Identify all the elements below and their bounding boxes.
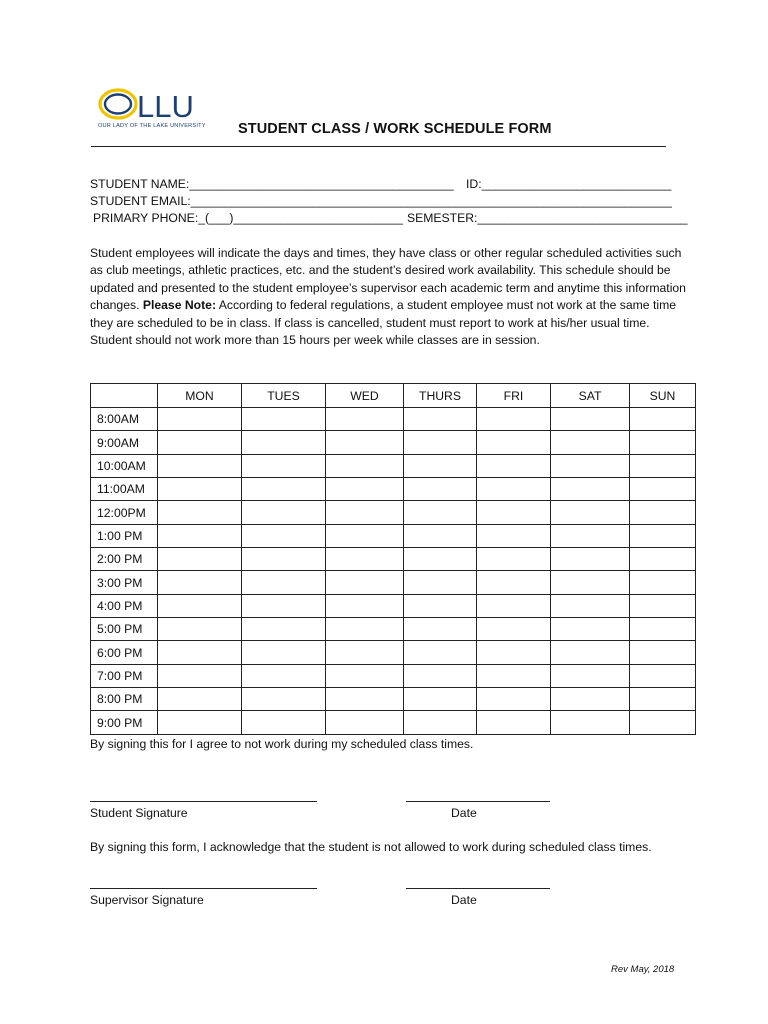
schedule-cell[interactable] xyxy=(477,454,551,477)
schedule-cell[interactable] xyxy=(404,478,477,501)
schedule-cell[interactable] xyxy=(551,618,630,641)
schedule-cell[interactable] xyxy=(630,408,696,431)
schedule-cell[interactable] xyxy=(158,641,242,664)
schedule-cell[interactable] xyxy=(242,408,326,431)
schedule-cell[interactable] xyxy=(477,548,551,571)
schedule-cell[interactable] xyxy=(326,478,404,501)
schedule-cell[interactable] xyxy=(477,524,551,547)
schedule-cell[interactable] xyxy=(551,571,630,594)
student-email-field[interactable]: STUDENT EMAIL:_______________________________________________________________________ xyxy=(90,194,672,208)
schedule-cell[interactable] xyxy=(630,571,696,594)
day-header: SUN xyxy=(630,384,696,408)
day-header: SAT xyxy=(551,384,630,408)
schedule-cell[interactable] xyxy=(630,664,696,687)
schedule-cell[interactable] xyxy=(326,594,404,617)
schedule-row xyxy=(91,571,696,594)
schedule-cell[interactable] xyxy=(158,688,242,711)
schedule-cell[interactable] xyxy=(404,664,477,687)
schedule-cell[interactable] xyxy=(404,454,477,477)
schedule-cell[interactable] xyxy=(326,618,404,641)
schedule-cell[interactable] xyxy=(242,454,326,477)
schedule-cell[interactable] xyxy=(551,408,630,431)
schedule-cell[interactable] xyxy=(404,594,477,617)
schedule-cell[interactable] xyxy=(326,431,404,454)
schedule-cell[interactable] xyxy=(551,664,630,687)
schedule-cell[interactable] xyxy=(551,594,630,617)
time-slot-label: 6:00 PM xyxy=(91,641,158,664)
time-slot-label: 11:00AM xyxy=(91,478,158,501)
corner-cell xyxy=(91,384,158,408)
schedule-cell[interactable] xyxy=(158,711,242,735)
logo-tagline: OUR LADY OF THE LAKE UNIVERSITY xyxy=(98,123,206,129)
time-slot-label: 9:00AM xyxy=(91,431,158,454)
schedule-cell[interactable] xyxy=(477,571,551,594)
schedule-cell[interactable] xyxy=(477,594,551,617)
schedule-row xyxy=(91,408,696,431)
schedule-cell[interactable] xyxy=(551,711,630,735)
schedule-cell[interactable] xyxy=(242,594,326,617)
schedule-cell[interactable] xyxy=(630,594,696,617)
schedule-cell[interactable] xyxy=(158,571,242,594)
schedule-cell[interactable] xyxy=(404,571,477,594)
day-header: WED xyxy=(326,384,404,408)
student-agreement-text: By signing this for I agree to not work during my scheduled class times. xyxy=(90,737,474,751)
schedule-cell[interactable] xyxy=(158,501,242,524)
schedule-cell[interactable] xyxy=(477,408,551,431)
schedule-cell[interactable] xyxy=(158,478,242,501)
day-header: MON xyxy=(158,384,242,408)
logo-text: LLU xyxy=(137,89,194,124)
schedule-cell[interactable] xyxy=(158,454,242,477)
schedule-cell[interactable] xyxy=(404,431,477,454)
schedule-cell[interactable] xyxy=(326,454,404,477)
time-slot-label: 12:00PM xyxy=(91,501,158,524)
time-slot-label: 8:00 PM xyxy=(91,688,158,711)
schedule-row xyxy=(91,664,696,687)
schedule-cell[interactable] xyxy=(630,548,696,571)
schedule-cell[interactable] xyxy=(404,711,477,735)
schedule-row xyxy=(91,524,696,547)
schedule-cell[interactable] xyxy=(630,431,696,454)
semester-field[interactable]: SEMESTER:_______________________________ xyxy=(407,211,688,225)
schedule-cell[interactable] xyxy=(630,711,696,735)
supervisor-acknowledgment-text: By signing this form, I acknowledge that the student is not allowed to work during scheduled class times. xyxy=(90,840,652,854)
schedule-cell[interactable] xyxy=(326,501,404,524)
schedule-cell[interactable] xyxy=(630,688,696,711)
schedule-cell[interactable] xyxy=(404,548,477,571)
time-slot-label: 9:00 PM xyxy=(91,711,158,735)
schedule-cell[interactable] xyxy=(551,688,630,711)
schedule-cell[interactable] xyxy=(477,711,551,735)
schedule-cell[interactable] xyxy=(242,711,326,735)
supervisor-signature-line[interactable] xyxy=(90,888,317,889)
schedule-row xyxy=(91,688,696,711)
schedule-cell[interactable] xyxy=(630,618,696,641)
schedule-cell[interactable] xyxy=(477,501,551,524)
schedule-cell[interactable] xyxy=(158,524,242,547)
schedule-cell[interactable] xyxy=(551,548,630,571)
schedule-cell[interactable] xyxy=(158,431,242,454)
schedule-cell[interactable] xyxy=(242,641,326,664)
schedule-cell[interactable] xyxy=(630,524,696,547)
schedule-cell[interactable] xyxy=(242,571,326,594)
schedule-cell[interactable] xyxy=(158,408,242,431)
schedule-cell[interactable] xyxy=(630,478,696,501)
schedule-cell[interactable] xyxy=(242,431,326,454)
schedule-cell[interactable] xyxy=(242,618,326,641)
schedule-cell[interactable] xyxy=(158,548,242,571)
schedule-cell[interactable] xyxy=(326,548,404,571)
schedule-row xyxy=(91,548,696,571)
schedule-cell[interactable] xyxy=(551,641,630,664)
time-slot-label: 2:00 PM xyxy=(91,548,158,571)
primary-phone-field[interactable]: PRIMARY PHONE:_(___)_________________________ xyxy=(93,211,403,225)
schedule-cell[interactable] xyxy=(326,641,404,664)
form-title: STUDENT CLASS / WORK SCHEDULE FORM xyxy=(238,121,552,137)
schedule-cell[interactable] xyxy=(326,524,404,547)
day-header: FRI xyxy=(477,384,551,408)
student-date-line[interactable] xyxy=(406,801,550,802)
logo-mark xyxy=(96,86,236,124)
schedule-table xyxy=(90,383,696,735)
supervisor-date-label: Date xyxy=(451,893,477,907)
schedule-cell[interactable] xyxy=(630,501,696,524)
schedule-cell[interactable] xyxy=(551,524,630,547)
schedule-row xyxy=(91,454,696,477)
schedule-cell[interactable] xyxy=(326,711,404,735)
time-slot-label: 7:00 PM xyxy=(91,664,158,687)
time-slot-label: 3:00 PM xyxy=(91,571,158,594)
schedule-cell[interactable] xyxy=(551,478,630,501)
time-slot-label: 8:00AM xyxy=(91,408,158,431)
supervisor-date-line[interactable] xyxy=(406,888,550,889)
instructions-text-2: According to federal regulations, a student employee must not work at the same time they are scheduled to be in class. If class is cancelled, student must report to work at his/her usual time. Student should not work more than 15 hours per week while classes are in session. xyxy=(90,298,676,348)
student-signature-line[interactable] xyxy=(90,801,317,802)
schedule-cell[interactable] xyxy=(326,408,404,431)
schedule-row xyxy=(91,478,696,501)
schedule-cell[interactable] xyxy=(242,524,326,547)
schedule-cell[interactable] xyxy=(404,501,477,524)
day-header: THURS xyxy=(404,384,477,408)
schedule-row xyxy=(91,431,696,454)
student-name-field[interactable]: STUDENT NAME:_______________________________________ xyxy=(90,177,454,191)
schedule-cell[interactable] xyxy=(551,501,630,524)
schedule-cell[interactable] xyxy=(551,431,630,454)
time-slot-label: 4:00 PM xyxy=(91,594,158,617)
time-slot-label: 10:00AM xyxy=(91,454,158,477)
schedule-cell[interactable] xyxy=(630,641,696,664)
schedule-cell[interactable] xyxy=(404,408,477,431)
schedule-row xyxy=(91,501,696,524)
schedule-cell[interactable] xyxy=(242,688,326,711)
time-slot-label: 5:00 PM xyxy=(91,618,158,641)
schedule-cell[interactable] xyxy=(158,618,242,641)
schedule-cell[interactable] xyxy=(404,688,477,711)
student-date-label: Date xyxy=(451,806,477,820)
schedule-cell[interactable] xyxy=(630,454,696,477)
schedule-cell[interactable] xyxy=(477,664,551,687)
schedule-cell[interactable] xyxy=(242,478,326,501)
schedule-header-row xyxy=(91,384,696,408)
time-slot-label: 1:00 PM xyxy=(91,524,158,547)
schedule-row xyxy=(91,641,696,664)
schedule-cell[interactable] xyxy=(326,571,404,594)
schedule-cell[interactable] xyxy=(242,548,326,571)
student-signature-label: Student Signature xyxy=(90,806,188,820)
schedule-cell[interactable] xyxy=(326,688,404,711)
schedule-row xyxy=(91,618,696,641)
schedule-cell[interactable] xyxy=(242,501,326,524)
revision-note: Rev May, 2018 xyxy=(611,964,675,975)
schedule-cell[interactable] xyxy=(242,664,326,687)
schedule-row xyxy=(91,711,696,735)
schedule-cell[interactable] xyxy=(158,594,242,617)
schedule-cell[interactable] xyxy=(477,641,551,664)
schedule-cell[interactable] xyxy=(477,618,551,641)
university-logo xyxy=(96,86,236,136)
supervisor-signature-label: Supervisor Signature xyxy=(90,893,204,907)
schedule-row xyxy=(91,594,696,617)
schedule-cell[interactable] xyxy=(158,664,242,687)
schedule-cell[interactable] xyxy=(477,478,551,501)
schedule-cell[interactable] xyxy=(477,688,551,711)
schedule-cell[interactable] xyxy=(404,524,477,547)
student-id-field[interactable]: ID:____________________________ xyxy=(466,177,672,191)
instructions-paragraph xyxy=(90,245,690,349)
title-divider xyxy=(91,146,666,147)
instructions-text-1: Student employees will indicate the days and times, they have class or other regular scheduled activities such as club meetings, athletic practices, etc. and the student’s desired work availability. This schedule should be updated and presented to the student employee’s supervisor each academic term and anytime this information changes. xyxy=(90,246,686,313)
schedule-cell[interactable] xyxy=(404,641,477,664)
please-note-label: Please Note: xyxy=(142,298,217,313)
schedule-cell[interactable] xyxy=(477,431,551,454)
day-header: TUES xyxy=(242,384,326,408)
schedule-cell[interactable] xyxy=(326,664,404,687)
schedule-cell[interactable] xyxy=(551,454,630,477)
schedule-cell[interactable] xyxy=(404,618,477,641)
